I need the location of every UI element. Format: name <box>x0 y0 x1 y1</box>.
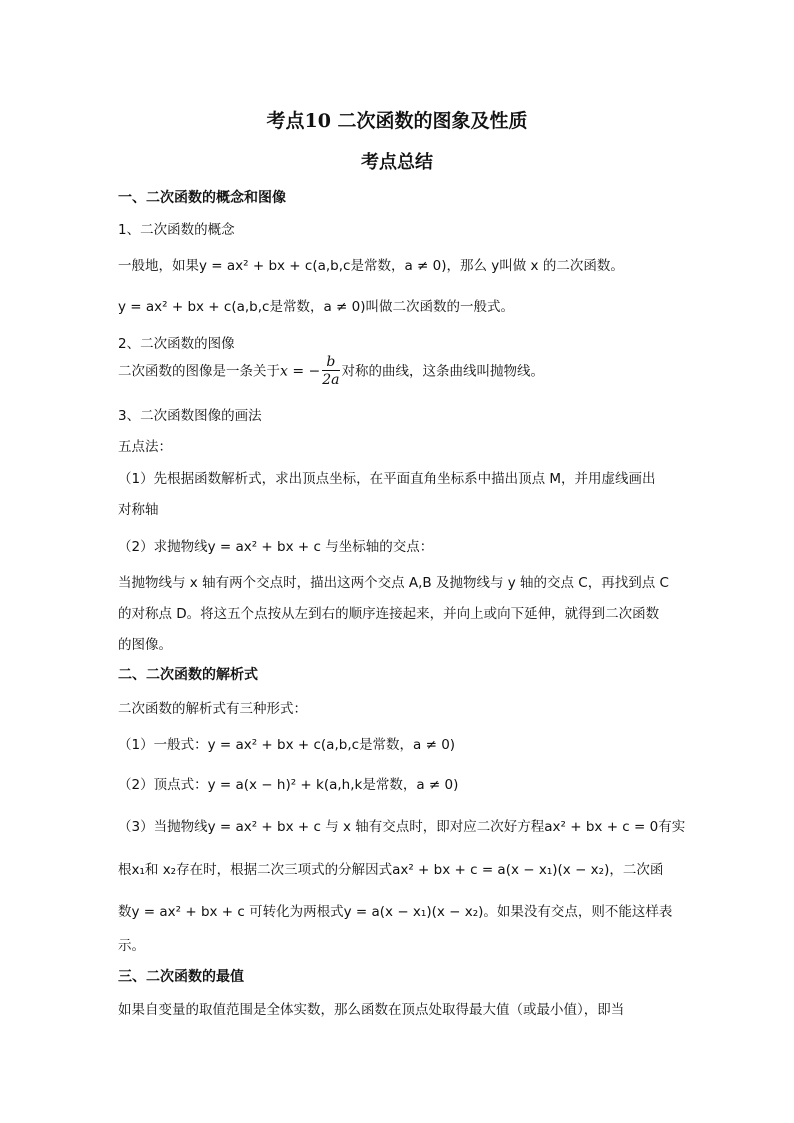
step-2-body-b: 的对称点 D。将这五个点按从左到右的顺序连接起来，并向上或向下延伸，就得到二次函数 <box>118 606 660 622</box>
step-1-line-a: （1）先根据函数解析式，求出顶点坐标，在平面直角坐标系中描出顶点 M，并用虚线画出 <box>118 471 656 487</box>
extremum-text: 如果自变量的取值范围是全体实数，那么函数在顶点处取得最大值（或最小值），即当 <box>118 1002 625 1018</box>
vertex-form: （2）顶点式：y = a(x − h)² + k(a,h,k是常数，a ≠ 0) <box>118 777 459 793</box>
axis-fraction <box>322 354 339 389</box>
root-form-line-c: 数y = ax² + bx + c 可转化为两根式y = a(x − x₁)(x − x₂)。如果没有交点，则不能这样表 <box>118 904 673 920</box>
step-1-line-b: 对称轴 <box>118 502 159 518</box>
axis-text-after: 对称的曲线，这条曲线叫抛物线。 <box>341 363 545 380</box>
general-form-text: y = ax² + bx + c(a,b,c是常数，a ≠ 0)叫做二次函数的一般式。 <box>118 299 514 315</box>
step-2-body-c: 的图像。 <box>118 637 172 653</box>
root-form-line-a: （3）当抛物线y = ax² + bx + c 与 x 轴有交点时，即对应二次好方程ax² + bx + c = 0有实 <box>118 819 686 835</box>
general-form: （1）一般式：y = ax² + bx + c(a,b,c是常数，a ≠ 0) <box>118 737 456 753</box>
subsection-1-title: 1、二次函数的概念 <box>118 222 235 238</box>
fraction-denominator: 2a <box>322 372 340 388</box>
step-2-line: （2）求抛物线y = ax² + bx + c 与坐标轴的交点： <box>118 539 434 555</box>
axis-of-symmetry-line <box>118 354 544 389</box>
fraction-numerator: b <box>322 354 339 371</box>
subsection-3-title: 3、二次函数图像的画法 <box>118 408 262 424</box>
definition-text: 一般地，如果y = ax² + bx + c(a,b,c是常数，a ≠ 0)，那么 y叫做 x 的二次函数。 <box>118 258 624 274</box>
section-2-heading: 二、二次函数的解析式 <box>118 667 258 683</box>
forms-intro: 二次函数的解析式有三种形式： <box>118 701 307 717</box>
root-form-line-b: 根x₁和 x₂存在时，根据二次三项式的分解因式ax² + bx + c = a(x − x₁)(x − x₂)，二次函 <box>118 862 664 878</box>
step-2-body-a: 当抛物线与 x 轴有两个交点时，描出这两个交点 A,B 及抛物线与 y 轴的交点 C，再找到点 C <box>118 575 669 591</box>
five-point-method-label: 五点法： <box>118 439 172 455</box>
axis-text-before: 二次函数的图像是一条关于 <box>118 363 280 380</box>
axis-equation: x = − <box>280 363 321 380</box>
section-3-heading: 三、二次函数的最值 <box>118 969 244 985</box>
document-subtitle: 考点总结 <box>361 152 433 173</box>
subsection-2-title: 2、二次函数的图像 <box>118 336 235 352</box>
root-form-line-d: 示。 <box>118 938 145 954</box>
section-1-heading: 一、二次函数的概念和图像 <box>118 190 286 206</box>
document-title: 考点10 二次函数的图象及性质 <box>266 110 528 132</box>
